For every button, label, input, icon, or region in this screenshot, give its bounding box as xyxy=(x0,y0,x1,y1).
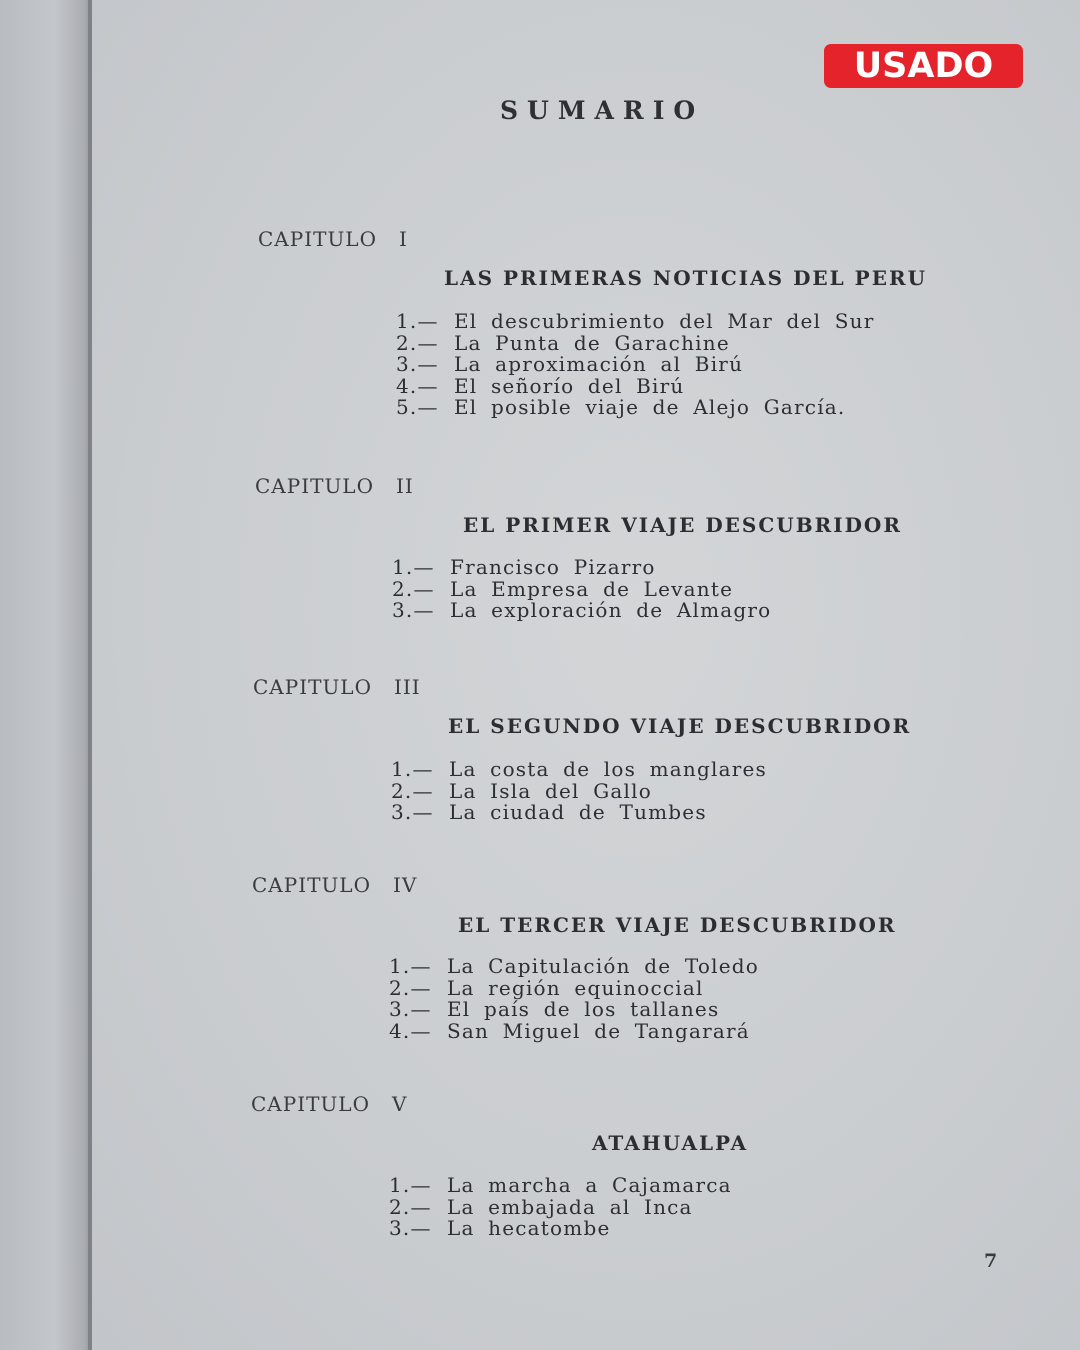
list-item xyxy=(389,999,759,1021)
item-number: 3.— xyxy=(389,997,432,1021)
item-text: Francisco Pizarro xyxy=(450,555,656,579)
list-item xyxy=(391,778,767,803)
chapter-heading: EL SEGUNDO VIAJE DESCUBRIDOR xyxy=(448,714,912,738)
section-list xyxy=(389,956,759,1042)
list-item xyxy=(389,956,759,978)
item-text: La Empresa de Levante xyxy=(450,576,734,601)
list-item xyxy=(396,373,874,398)
item-number: 2.— xyxy=(389,975,432,1000)
chapter-heading: ATAHUALPA xyxy=(592,1131,749,1155)
chapter-number: II xyxy=(395,474,414,498)
list-item xyxy=(396,311,874,333)
item-number: 1.— xyxy=(391,757,434,781)
item-number: 4.— xyxy=(389,1018,432,1043)
chapter-label xyxy=(253,675,421,699)
section-list xyxy=(389,1175,732,1240)
chapter-number: IV xyxy=(392,873,418,897)
section-list xyxy=(396,311,874,419)
chapter-heading: EL PRIMER VIAJE DESCUBRIDOR xyxy=(463,513,902,537)
item-text: La ciudad de Tumbes xyxy=(449,800,707,824)
section-list xyxy=(392,557,771,622)
item-text: La hecatombe xyxy=(447,1216,611,1240)
list-item xyxy=(389,975,759,1000)
chapter-heading: EL TERCER VIAJE DESCUBRIDOR xyxy=(458,913,897,937)
list-item xyxy=(389,1194,732,1219)
chapter-word: CAPITULO xyxy=(258,227,377,251)
item-text: El país de los tallanes xyxy=(447,997,720,1021)
item-number: 1.— xyxy=(396,309,439,333)
item-text: La Capitulación de Toledo xyxy=(447,954,760,978)
page-number: 7 xyxy=(984,1250,998,1272)
chapter-word: CAPITULO xyxy=(253,675,372,699)
list-item xyxy=(396,330,874,355)
used-badge: USADO xyxy=(824,44,1023,88)
item-text: San Miguel de Tangarará xyxy=(447,1018,750,1043)
chapter-word: CAPITULO xyxy=(255,474,374,498)
item-text: La exploración de Almagro xyxy=(450,598,772,622)
chapter-label xyxy=(251,1092,407,1116)
section-list xyxy=(391,759,767,824)
list-item xyxy=(389,1018,759,1043)
item-number: 2.— xyxy=(391,778,434,803)
item-number: 2.— xyxy=(392,576,435,601)
list-item xyxy=(389,1218,732,1240)
item-number: 5.— xyxy=(396,395,439,419)
chapter-label xyxy=(252,873,417,897)
item-text: La costa de los manglares xyxy=(449,757,767,781)
item-text: La Isla del Gallo xyxy=(449,778,652,803)
chapter-label xyxy=(258,227,408,251)
book-spine-shadow xyxy=(0,0,92,1350)
chapter-number: I xyxy=(398,227,408,251)
item-number: 3.— xyxy=(389,1216,432,1240)
item-text: La Punta de Garachine xyxy=(454,330,730,355)
item-number: 1.— xyxy=(392,555,435,579)
item-text: El posible viaje de Alejo García. xyxy=(454,395,846,419)
chapter-heading: LAS PRIMERAS NOTICIAS DEL PERU xyxy=(444,266,928,290)
list-item xyxy=(392,600,771,622)
item-text: La región equinoccial xyxy=(447,975,704,1000)
item-number: 2.— xyxy=(396,330,439,355)
item-text: La embajada al Inca xyxy=(447,1194,693,1219)
chapter-label xyxy=(255,474,414,498)
chapter-word: CAPITULO xyxy=(251,1092,370,1116)
item-number: 1.— xyxy=(389,954,432,978)
page-title: SUMARIO xyxy=(500,96,705,125)
chapter-word: CAPITULO xyxy=(252,873,371,897)
item-number: 3.— xyxy=(392,598,435,622)
item-number: 2.— xyxy=(389,1194,432,1219)
item-number: 3.— xyxy=(396,352,439,376)
list-item xyxy=(391,759,767,781)
list-item xyxy=(396,354,874,376)
item-number: 4.— xyxy=(396,373,439,398)
item-text: El descubrimiento del Mar del Sur xyxy=(454,309,875,333)
chapter-number: V xyxy=(391,1092,408,1116)
chapter-number: III xyxy=(393,675,421,699)
list-item xyxy=(391,802,767,824)
item-text: El señorío del Birú xyxy=(454,373,685,398)
book-page xyxy=(92,0,1080,1350)
item-number: 3.— xyxy=(391,800,434,824)
list-item xyxy=(389,1175,732,1197)
list-item xyxy=(392,576,771,601)
item-number: 1.— xyxy=(389,1173,432,1197)
list-item xyxy=(392,557,771,579)
item-text: La aproximación al Birú xyxy=(454,352,744,376)
item-text: La marcha a Cajamarca xyxy=(447,1173,732,1197)
list-item xyxy=(396,397,874,419)
